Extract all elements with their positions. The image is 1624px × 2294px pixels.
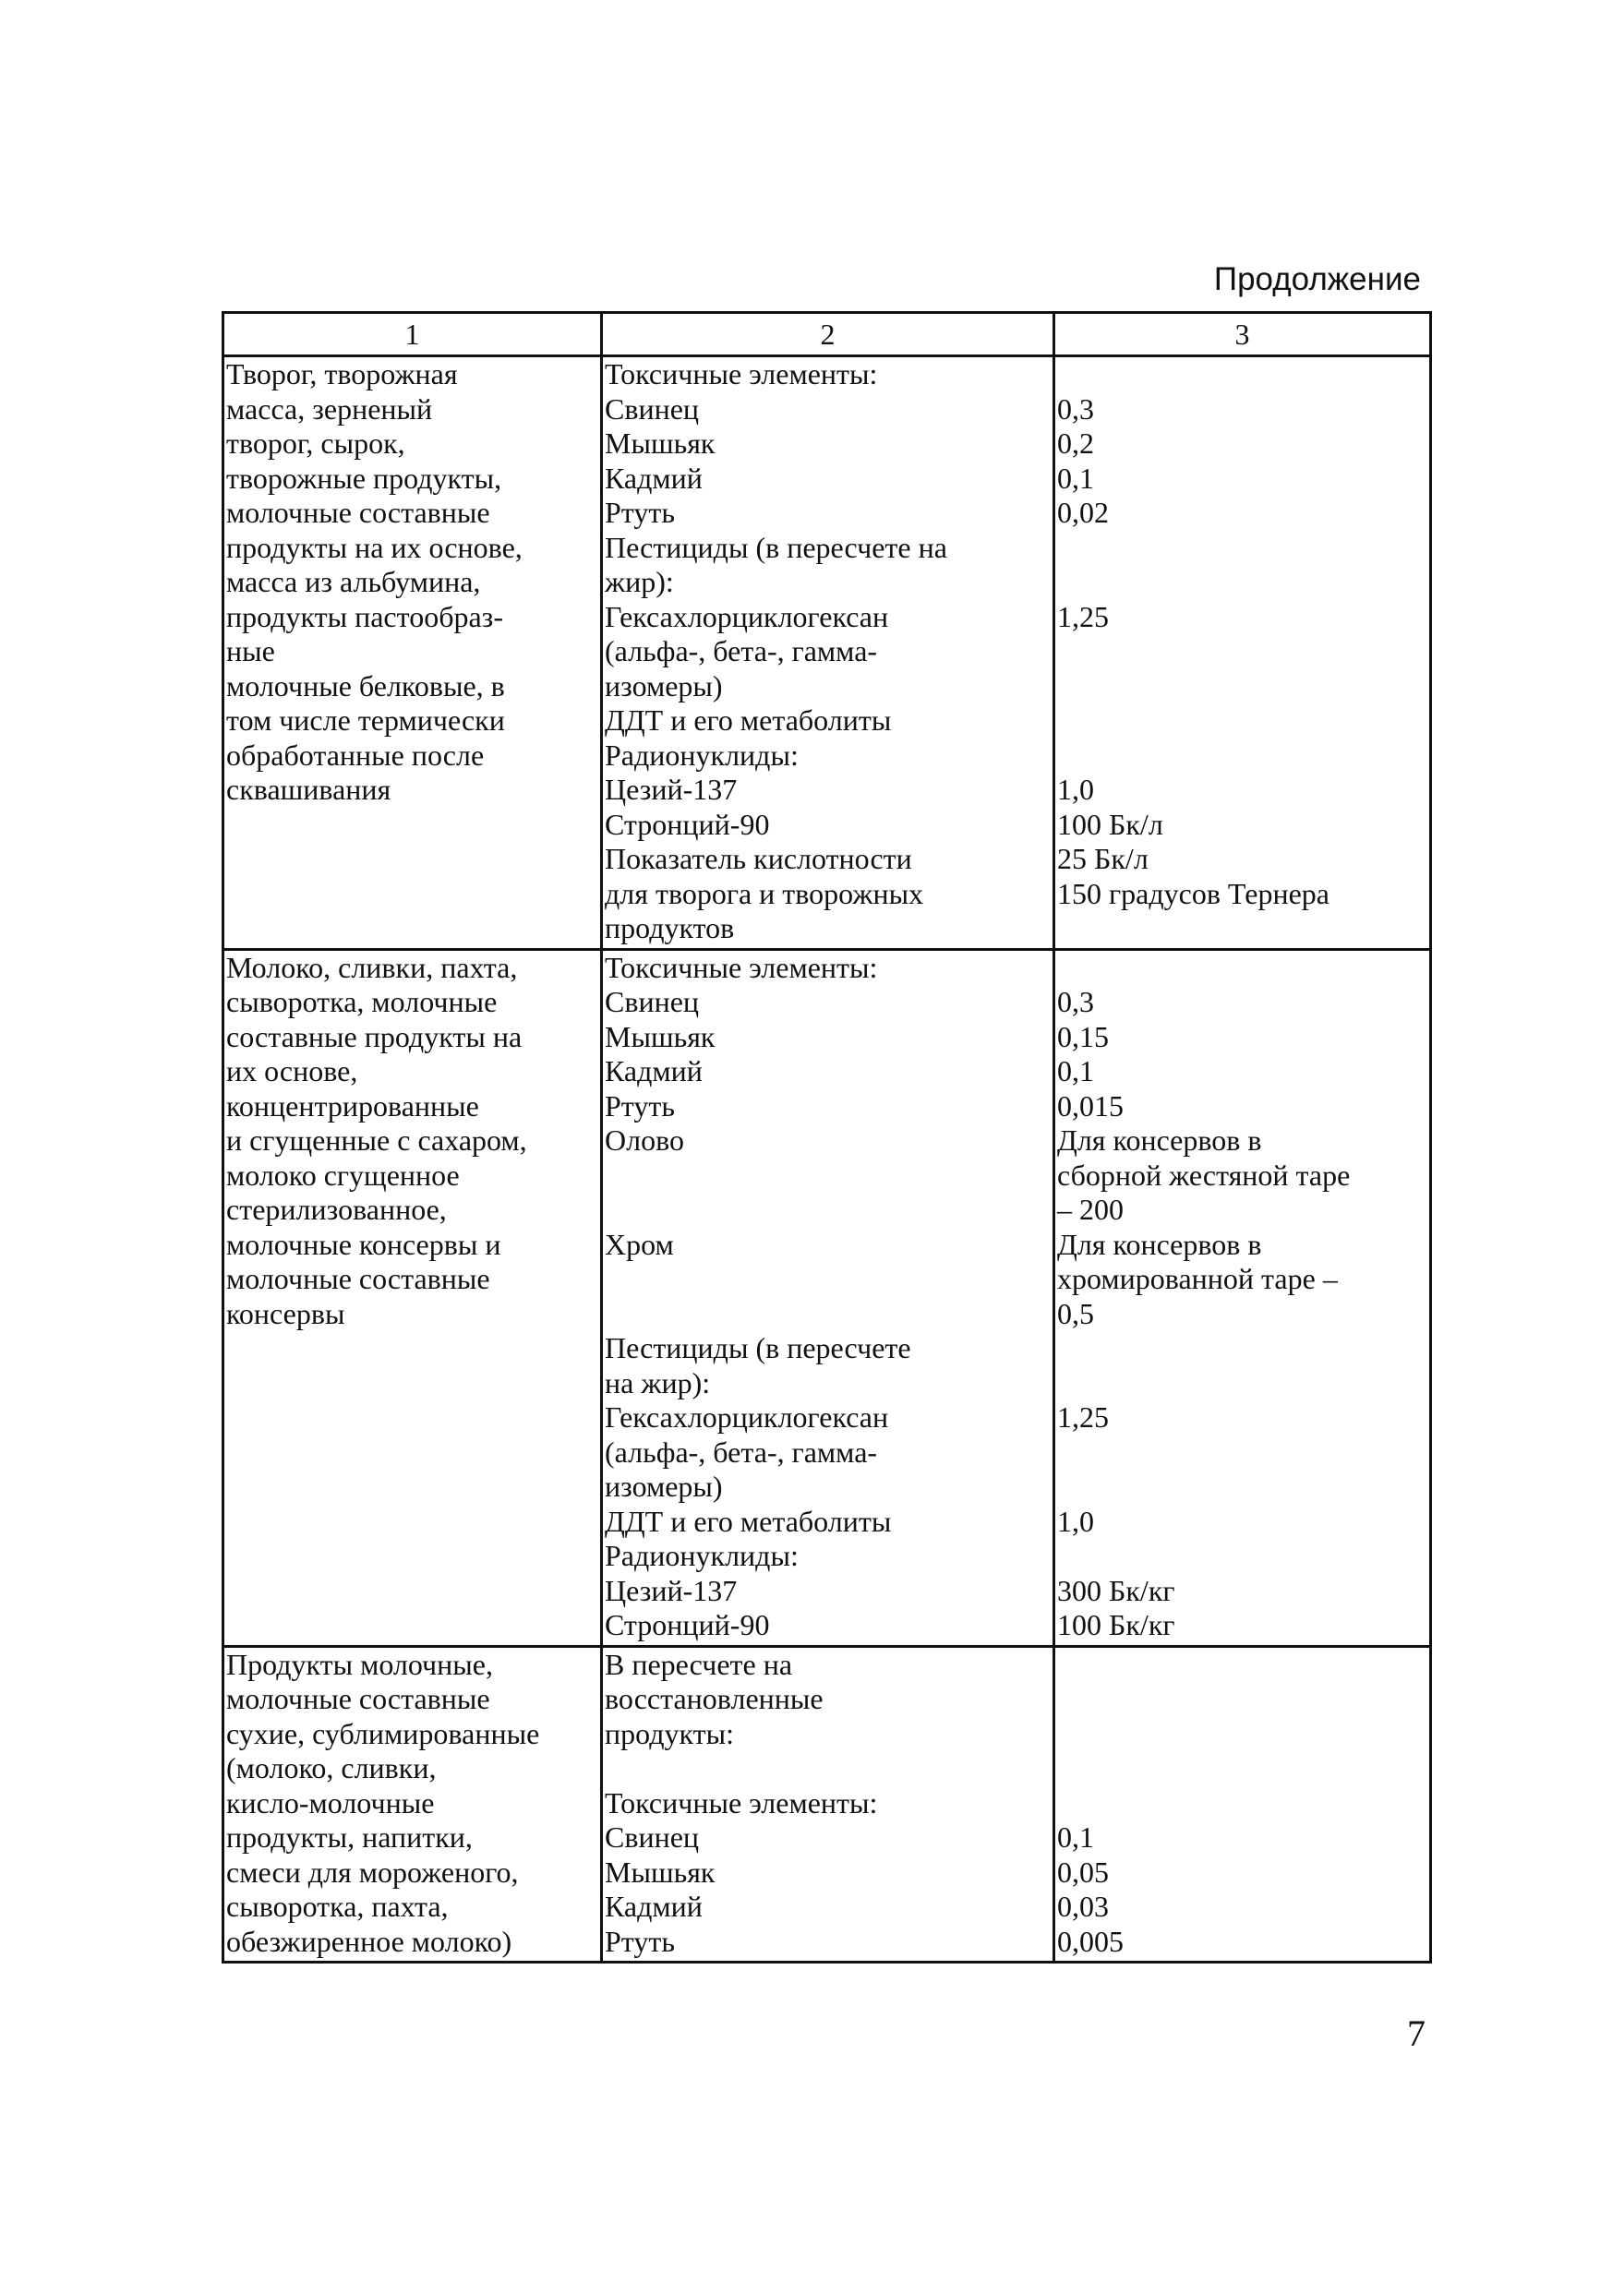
- cell-line: [605, 1159, 1053, 1194]
- cell-line: Токсичные элементы:: [605, 950, 878, 984]
- cell-line: изомеры): [605, 1470, 723, 1503]
- cell-line: Ртуть: [605, 1924, 675, 1958]
- cell-line: Олово: [605, 1123, 684, 1157]
- cell-line: 0,1: [1057, 1820, 1094, 1854]
- cell-line: 25 Бк/л: [1057, 842, 1149, 875]
- cell-line: Стронций-90: [605, 1608, 770, 1641]
- table-row: [223, 949, 1431, 1646]
- cell-line: (альфа-, бета-, гамма-: [605, 1435, 878, 1469]
- cell-line: продукты пастообраз-: [226, 599, 503, 633]
- cell-line: [1057, 703, 1429, 739]
- cell-line: том числе термически: [226, 703, 505, 737]
- cell-line: Мышьяк: [605, 1855, 716, 1889]
- cell-line: Творог, творожная: [226, 357, 458, 390]
- cell-line: 0,1: [1057, 1054, 1094, 1087]
- cell-line: 0,5: [1057, 1296, 1094, 1330]
- cell-line: смеси для мороженого,: [226, 1855, 519, 1889]
- cell-line: (альфа-, бета-, гамма-: [605, 634, 878, 667]
- cell-line: Ртуть: [605, 496, 675, 529]
- cell-line: 300 Бк/кг: [1057, 1573, 1175, 1607]
- cell-line: 0,1: [1057, 461, 1094, 495]
- cell-line: [1057, 634, 1429, 669]
- cell-line: [605, 1751, 1053, 1786]
- cell-line: Гексахлорциклогексан: [605, 1400, 889, 1434]
- cell-line: 0,05: [1057, 1855, 1109, 1889]
- cell-line: Радионуклиды:: [605, 1539, 799, 1572]
- cell-line: на жир):: [605, 1365, 711, 1399]
- cell-line: 100 Бк/л: [1057, 807, 1163, 841]
- cell-line: составные продукты на: [226, 1019, 523, 1053]
- cell-line: стерилизованное,: [226, 1193, 447, 1226]
- cell-line: Радионуклиды:: [605, 738, 799, 772]
- cell-line: 0,3: [1057, 985, 1094, 1018]
- cell-line: [1057, 565, 1429, 600]
- cell-line: сквашивания: [226, 773, 391, 806]
- cell-line: Свинец: [605, 1820, 700, 1854]
- cell-line: обработанные после: [226, 738, 485, 772]
- cell-line: Показатель кислотности: [605, 842, 912, 875]
- cell-line: концентрированные: [226, 1088, 479, 1123]
- cell-line: – 200: [1057, 1193, 1124, 1226]
- cell-line: сборной жестяной таре: [1057, 1158, 1351, 1192]
- cell-line: молочные консервы и: [226, 1227, 501, 1261]
- cell-line: 150 градусов Тернера: [1057, 876, 1329, 910]
- cell-line: Для консервов в: [1057, 1123, 1262, 1157]
- cell-line: 0,3: [1057, 391, 1094, 426]
- cell-line: Свинец: [605, 391, 700, 426]
- cell-line: сыворотка, молочные: [226, 985, 498, 1018]
- cell-line: Токсичные элементы:: [605, 1785, 878, 1820]
- level-cell: [1054, 356, 1431, 950]
- continuation-heading: Продолжение: [1213, 261, 1421, 297]
- level-cell: [1054, 1646, 1431, 1963]
- cell-line: [1057, 531, 1429, 566]
- cell-line: Кадмий: [605, 1890, 703, 1923]
- cell-line: консервы: [226, 1296, 345, 1330]
- cell-line: [605, 1193, 1053, 1228]
- cell-line: творожные продукты,: [226, 461, 502, 495]
- cell-line: [1057, 669, 1429, 704]
- cell-line: ные: [226, 634, 275, 667]
- level-cell: [1054, 949, 1431, 1646]
- column-header-1: 1: [223, 313, 602, 356]
- cell-line: Мышьяк: [605, 1019, 716, 1053]
- cell-line: [1057, 1751, 1429, 1786]
- cell-line: восстановленные: [605, 1682, 824, 1715]
- cell-line: 1,25: [1057, 599, 1109, 633]
- cell-line: жир):: [605, 565, 674, 598]
- indicator-cell: [602, 949, 1054, 1646]
- cell-line: продукты, напитки,: [226, 1820, 473, 1854]
- cell-line: 0,2: [1057, 426, 1094, 460]
- cell-line: [1057, 1717, 1429, 1752]
- cell-line: сухие, сублимированные: [226, 1716, 540, 1750]
- column-header-3: 3: [1054, 313, 1431, 356]
- cell-line: молочные составные: [226, 496, 490, 529]
- cell-line: молочные составные: [226, 1262, 490, 1295]
- cell-line: В пересчете на: [605, 1647, 793, 1681]
- cell-line: масса из альбумина,: [226, 565, 481, 598]
- cell-line: Ртуть: [605, 1088, 675, 1123]
- table-body: [223, 356, 1431, 1963]
- cell-line: 0,15: [1057, 1019, 1109, 1053]
- column-header-2: 2: [602, 313, 1054, 356]
- cell-line: и сгущенные с сахаром,: [226, 1123, 527, 1157]
- cell-line: Пестициды (в пересчете: [605, 1331, 911, 1364]
- cell-line: Гексахлорциклогексан: [605, 599, 889, 633]
- indicator-cell: [602, 356, 1054, 950]
- cell-line: ДДТ и его метаболиты: [605, 703, 892, 737]
- cell-line: творог, сырок,: [226, 426, 405, 460]
- cell-line: молоко сгущенное: [226, 1158, 460, 1192]
- table-header-row: [223, 313, 1431, 356]
- indicator-cell: [602, 1646, 1054, 1963]
- cell-line: [605, 1262, 1053, 1297]
- cell-line: Кадмий: [605, 461, 703, 495]
- cell-line: молочные составные: [226, 1682, 490, 1715]
- cell-line: Хром: [605, 1227, 674, 1261]
- cell-line: 0,015: [1057, 1088, 1124, 1123]
- cell-line: [1057, 1682, 1429, 1717]
- cell-line: 0,005: [1057, 1924, 1124, 1958]
- cell-line: продуктов: [605, 911, 735, 944]
- cell-line: Мышьяк: [605, 426, 716, 460]
- table-row: [223, 1646, 1431, 1963]
- cell-line: [1057, 739, 1429, 774]
- safety-requirements-table: [222, 311, 1432, 1964]
- cell-line: 0,03: [1057, 1890, 1109, 1923]
- cell-line: кисло-молочные: [226, 1785, 435, 1820]
- cell-line: хромированной таре –: [1057, 1262, 1338, 1295]
- cell-line: Свинец: [605, 985, 700, 1018]
- cell-line: их основе,: [226, 1054, 358, 1087]
- cell-line: обезжиренное молоко): [226, 1924, 512, 1958]
- cell-line: [1057, 357, 1429, 392]
- cell-line: изомеры): [605, 668, 723, 703]
- cell-line: [1057, 1648, 1429, 1683]
- cell-line: [605, 1297, 1053, 1332]
- cell-line: Продукты молочные,: [226, 1647, 493, 1681]
- cell-line: продукты на их основе,: [226, 530, 523, 564]
- cell-line: 0,02: [1057, 496, 1109, 529]
- product-cell: [223, 949, 602, 1646]
- cell-line: [1057, 1470, 1429, 1505]
- cell-line: Цезий-137: [605, 1573, 738, 1607]
- cell-line: Токсичные элементы:: [605, 357, 878, 390]
- cell-line: Для консервов в: [1057, 1227, 1262, 1261]
- cell-line: (молоко, сливки,: [226, 1751, 437, 1784]
- table-row: [223, 356, 1431, 950]
- cell-line: Молоко, сливки, пахта,: [226, 950, 518, 984]
- cell-line: для творога и творожных: [605, 876, 924, 910]
- product-cell: [223, 356, 602, 950]
- cell-line: Пестициды (в пересчете на: [605, 530, 947, 564]
- cell-line: [1057, 1786, 1429, 1821]
- cell-line: ДДТ и его метаболиты: [605, 1504, 892, 1538]
- cell-line: сыворотка, пахта,: [226, 1890, 449, 1923]
- cell-line: [1057, 1331, 1429, 1366]
- cell-line: продукты:: [605, 1716, 734, 1750]
- cell-line: Кадмий: [605, 1054, 703, 1087]
- cell-line: [1057, 1539, 1429, 1574]
- cell-line: 100 Бк/кг: [1057, 1608, 1175, 1641]
- cell-line: масса, зерненый: [226, 391, 433, 426]
- cell-line: 1,0: [1057, 773, 1094, 806]
- cell-line: [1057, 1366, 1429, 1401]
- cell-line: 1,0: [1057, 1504, 1094, 1538]
- cell-line: [1057, 1435, 1429, 1471]
- page-number: 7: [1407, 2012, 1426, 2054]
- cell-line: Цезий-137: [605, 773, 738, 806]
- cell-line: Стронций-90: [605, 807, 770, 841]
- product-cell: [223, 1646, 602, 1963]
- cell-line: молочные белковые, в: [226, 668, 505, 703]
- cell-line: [1057, 951, 1429, 986]
- cell-line: 1,25: [1057, 1400, 1109, 1434]
